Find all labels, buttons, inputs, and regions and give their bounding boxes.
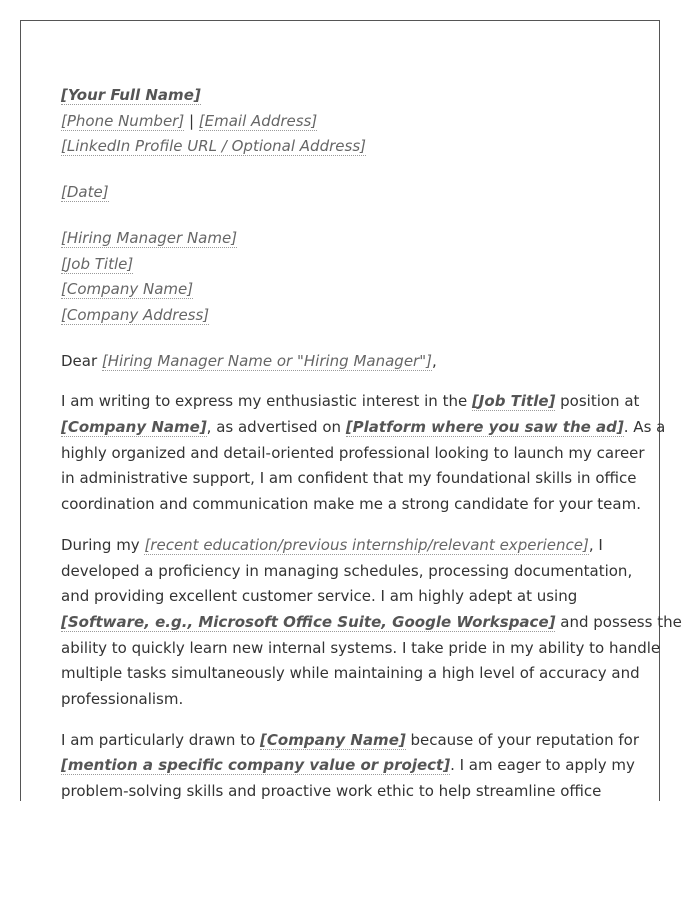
date-block: [61, 180, 626, 206]
document-page: [20, 20, 682, 801]
salutation-line: [61, 349, 626, 375]
p2-experience-placeholder[interactable]: [recent education/previous internship/relevant experience]: [144, 535, 589, 554]
paragraph-experience: [61, 533, 682, 713]
salutation-name-placeholder[interactable]: [Hiring Manager Name or "Hiring Manager"]: [101, 351, 432, 370]
p2-line-6: multiple tasks simultaneously while maintaining a high level of accuracy and: [61, 664, 640, 683]
p1-text-3: , as advertised on: [206, 418, 346, 437]
p1-text-4: . As a: [623, 418, 666, 437]
date-placeholder[interactable]: [Date]: [61, 183, 109, 202]
salutation-suffix: ,: [431, 351, 437, 370]
sender-name-placeholder[interactable]: [Your Full Name]: [61, 86, 201, 104]
p2-line-5: ability to quickly learn new internal systems. I take pride in my ability to handle: [61, 638, 661, 657]
contact-separator: |: [184, 111, 199, 130]
p1-text-1: I am writing to express my enthusiastic interest in the: [61, 392, 472, 411]
company-address-placeholder[interactable]: [Company Address]: [61, 305, 210, 324]
recipient-company-line: [61, 277, 626, 303]
p2-line-3: and providing excellent customer service. I am highly adept at using: [61, 587, 578, 606]
p2-text-5: and possess the: [555, 612, 682, 631]
p1-line-1: [61, 389, 640, 415]
p1-line-3: highly organized and detail-oriented professional looking to launch my career: [61, 443, 645, 462]
paragraph-motivation: [61, 728, 640, 805]
p3-line-1: [61, 728, 640, 754]
linkedin-placeholder[interactable]: [LinkedIn Profile URL / Optional Address]: [61, 137, 366, 156]
paragraph-intro: [61, 389, 666, 518]
p3-text-1: I am particularly drawn to: [61, 730, 261, 749]
p2-line-7: professionalism.: [61, 690, 184, 709]
p3-value-placeholder[interactable]: [mention a specific company value or project]: [61, 756, 451, 775]
recipient-block: [61, 226, 626, 329]
p1-job-title-placeholder[interactable]: [Job Title]: [471, 392, 556, 411]
p2-line-4: [61, 610, 682, 636]
sender-block: [61, 83, 626, 160]
p2-text-1: During my: [61, 535, 145, 554]
recipient-address-line: [61, 303, 626, 329]
p1-platform-placeholder[interactable]: [Platform where you saw the ad]: [345, 418, 624, 437]
p1-text-2: position at: [555, 392, 640, 411]
p3-text-3: . I am eager to apply my: [450, 756, 635, 775]
p2-line-2: developed a proficiency in managing schedules, processing documentation,: [61, 561, 633, 580]
recipient-name-line: [61, 226, 626, 252]
p1-line-5: coordination and communication make me a strong candidate for your team.: [61, 495, 641, 514]
salutation-prefix: Dear: [61, 351, 102, 370]
cover-letter-body: [61, 83, 682, 805]
company-name-placeholder[interactable]: [Company Name]: [61, 280, 194, 299]
salutation: [61, 349, 626, 375]
p2-text-2: , I: [588, 535, 603, 554]
p1-line-4: in administrative support, I am confident that my foundational skills in office: [61, 469, 637, 488]
p2-line-1: [61, 533, 626, 559]
p3-company-placeholder[interactable]: [Company Name]: [260, 730, 406, 749]
p1-line-2: [61, 415, 666, 441]
p3-line-2: [61, 753, 635, 779]
hiring-manager-placeholder[interactable]: [Hiring Manager Name]: [61, 228, 238, 247]
p3-line-3: problem-solving skills and proactive work ethic to help streamline office: [61, 782, 602, 801]
p3-text-2: because of your reputation for: [405, 730, 640, 749]
job-title-placeholder[interactable]: [Job Title]: [61, 254, 134, 273]
recipient-title-line: [61, 252, 626, 278]
sender-contact-line: [61, 109, 626, 135]
sender-name-line: [61, 83, 626, 109]
date-line: [61, 180, 626, 206]
p2-software-placeholder[interactable]: [Software, e.g., Microsoft Office Suite, Google Workspace]: [61, 612, 556, 631]
phone-placeholder[interactable]: [Phone Number]: [61, 111, 185, 130]
p1-company-placeholder[interactable]: [Company Name]: [61, 418, 207, 437]
email-placeholder[interactable]: [Email Address]: [198, 111, 318, 130]
sender-linkedin-line: [61, 134, 626, 160]
